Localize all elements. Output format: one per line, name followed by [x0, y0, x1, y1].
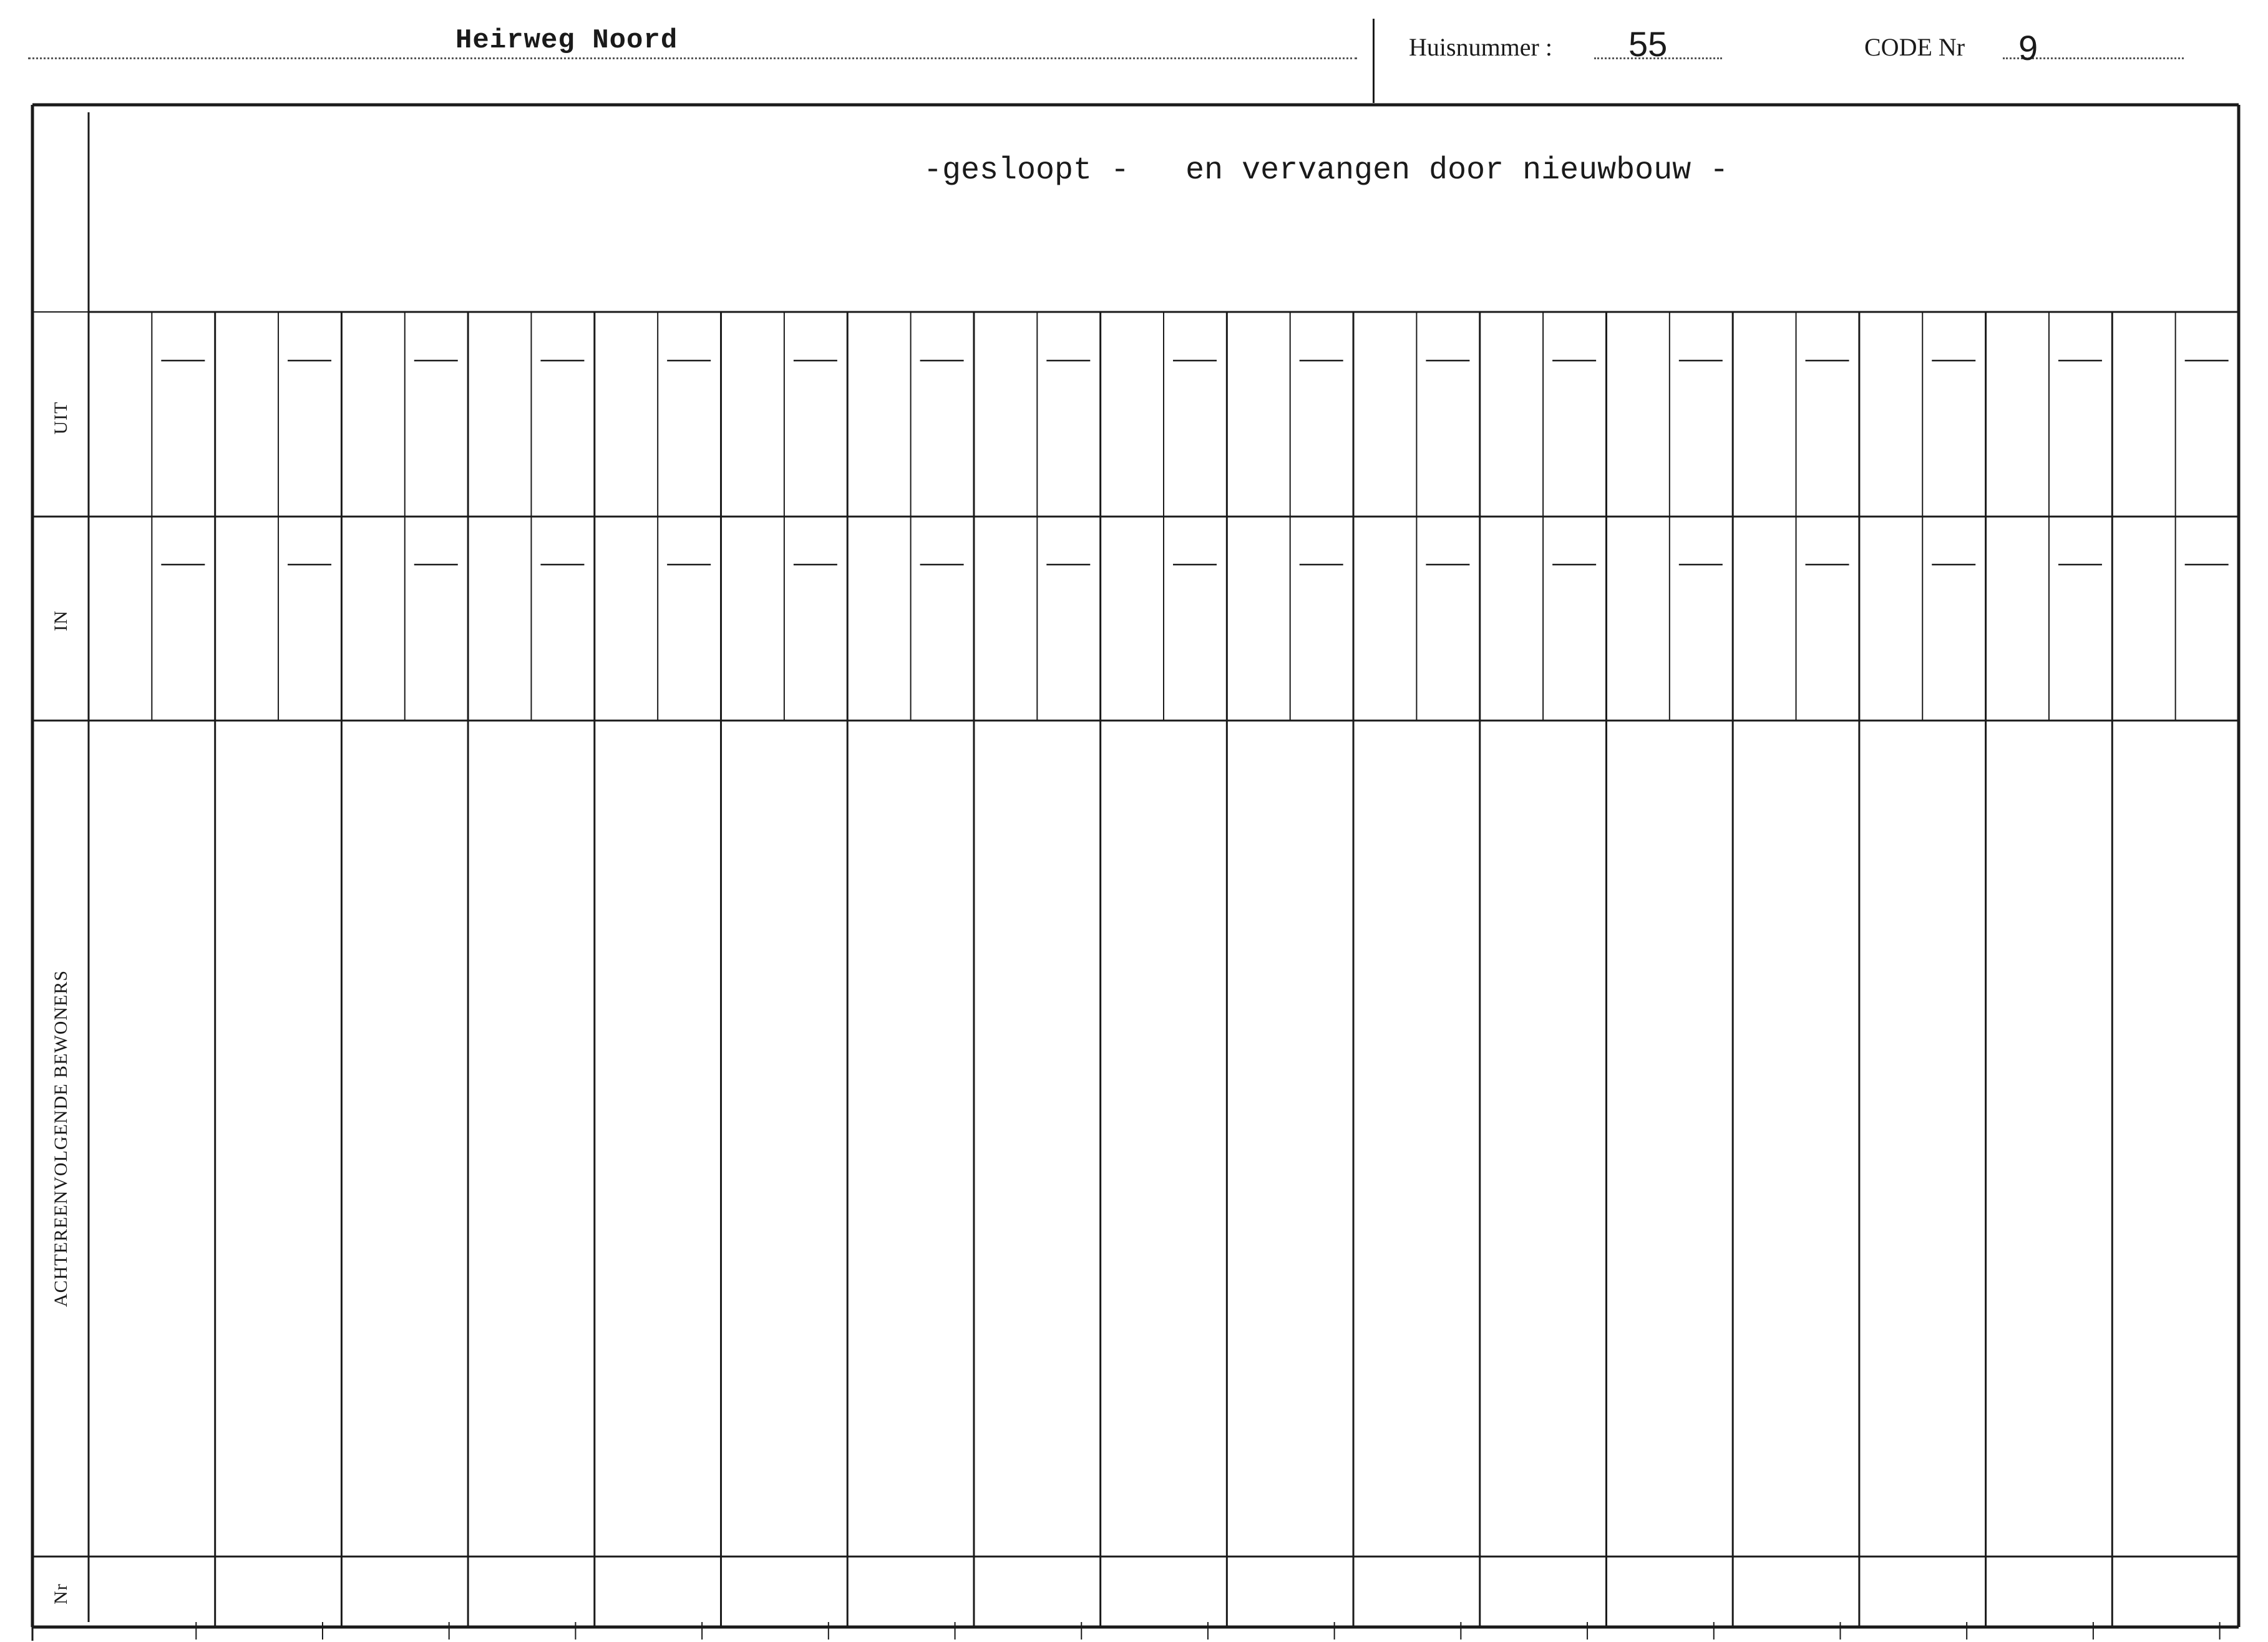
row-label-uit: UIT — [51, 401, 71, 435]
row-label-bewoners: ACHTEREENVOLGENDE BEWONERS — [51, 969, 71, 1308]
huisnummer-value: 55 — [1628, 24, 1668, 64]
code-label: CODE Nr — [1864, 33, 1965, 61]
remark-text: -gesloopt - en vervangen door nieuwbouw - — [923, 153, 1729, 188]
code-value: 9 — [2018, 28, 2038, 67]
street-name: Heirweg Noord — [455, 25, 678, 56]
huisnummer-label: Huisnummer : — [1409, 33, 1552, 61]
row-label-in: IN — [51, 610, 71, 631]
row-label-nr: Nr — [51, 1583, 71, 1605]
